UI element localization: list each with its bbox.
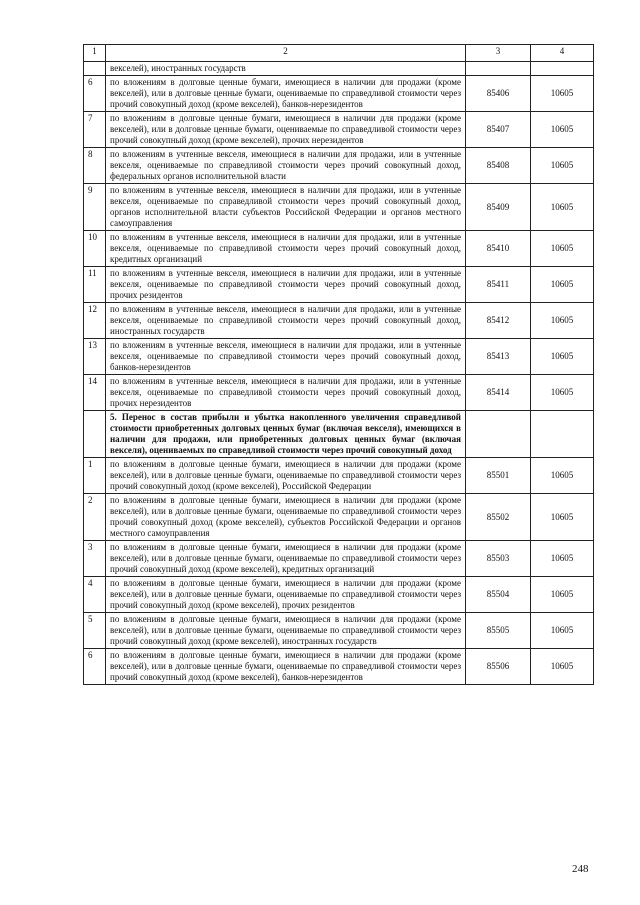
account-number-cell: 10605 — [531, 375, 594, 411]
row-number-cell — [84, 411, 106, 458]
table-row — [84, 231, 594, 267]
header-cell-2: 2 — [106, 45, 466, 62]
document-table — [83, 44, 594, 685]
row-number-cell — [84, 62, 106, 76]
symbol-code-cell: 85502 — [466, 494, 531, 541]
table-row — [84, 267, 594, 303]
table-body — [84, 62, 594, 685]
account-number-cell: 10605 — [531, 649, 594, 685]
symbol-code-cell: 85410 — [466, 231, 531, 267]
symbol-code-cell: 85406 — [466, 76, 531, 112]
table-row — [84, 458, 594, 494]
account-number-cell: 10605 — [531, 339, 594, 375]
table-row — [84, 184, 594, 231]
row-number-cell: 4 — [84, 577, 106, 613]
symbol-code-cell: 85414 — [466, 375, 531, 411]
description-cell: по вложениям в учтенные векселя, имеющиеся в наличии для продажи, или в учтенные векселя, оцениваемые по справедливой стоимости через прочий совокупный доход, кредитных организаций — [106, 231, 466, 267]
description-cell: по вложениям в долговые ценные бумаги, имеющиеся в наличии для продажи (кроме векселей), или в долговые ценные бумаги, оцениваемые по справедливой стоимости через прочий совокупный доход (кроме векселей), банков-нерезидентов — [106, 649, 466, 685]
table-row — [84, 649, 594, 685]
description-cell: по вложениям в долговые ценные бумаги, имеющиеся в наличии для продажи (кроме векселей), или в долговые ценные бумаги, оцениваемые по справедливой стоимости через прочий совокупный доход (кроме векселей), субъектов Российской Федерации и органов местного самоуправления — [106, 494, 466, 541]
description-cell: по вложениям в учтенные векселя, имеющиеся в наличии для продажи, или в учтенные векселя, оцениваемые по справедливой стоимости через прочий совокупный доход, прочих резидентов — [106, 267, 466, 303]
description-cell: по вложениям в учтенные векселя, имеющиеся в наличии для продажи, или в учтенные векселя, оцениваемые по справедливой стоимости через прочий совокупный доход, банков-нерезидентов — [106, 339, 466, 375]
row-number-cell: 1 — [84, 458, 106, 494]
description-cell: векселей), иностранных государств — [106, 62, 466, 76]
table-row — [84, 541, 594, 577]
description-cell: по вложениям в долговые ценные бумаги, имеющиеся в наличии для продажи (кроме векселей), или в долговые ценные бумаги, оцениваемые по справедливой стоимости через прочий совокупный доход (кроме векселей), иностранных государств — [106, 613, 466, 649]
symbol-code-cell: 85503 — [466, 541, 531, 577]
description-cell: по вложениям в долговые ценные бумаги, имеющиеся в наличии для продажи (кроме векселей), или в долговые ценные бумаги, оцениваемые по справедливой стоимости через прочий совокупный доход (кроме векселей), кредитных организаций — [106, 541, 466, 577]
account-number-cell — [531, 62, 594, 76]
symbol-code-cell: 85504 — [466, 577, 531, 613]
row-number-cell: 3 — [84, 541, 106, 577]
table-row — [84, 148, 594, 184]
row-number-cell: 6 — [84, 76, 106, 112]
account-number-cell: 10605 — [531, 148, 594, 184]
description-cell: по вложениям в долговые ценные бумаги, имеющиеся в наличии для продажи (кроме векселей), или в долговые ценные бумаги, оцениваемые по справедливой стоимости через прочий совокупный доход (кроме векселей), прочих резидентов — [106, 577, 466, 613]
account-number-cell: 10605 — [531, 613, 594, 649]
account-number-cell: 10605 — [531, 267, 594, 303]
row-number-cell: 5 — [84, 613, 106, 649]
table-row — [84, 577, 594, 613]
header-cell-3: 3 — [466, 45, 531, 62]
row-number-cell: 13 — [84, 339, 106, 375]
header-cell-1: 1 — [84, 45, 106, 62]
account-number-cell: 10605 — [531, 231, 594, 267]
section-heading-row — [84, 411, 594, 458]
symbol-code-cell: 85411 — [466, 267, 531, 303]
description-cell: по вложениям в долговые ценные бумаги, имеющиеся в наличии для продажи (кроме векселей), или в долговые ценные бумаги, оцениваемые по справедливой стоимости через прочий совокупный доход (кроме векселей), банков-нерезидентов — [106, 76, 466, 112]
row-number-cell: 9 — [84, 184, 106, 231]
description-cell: по вложениям в учтенные векселя, имеющиеся в наличии для продажи, или в учтенные векселя, оцениваемые по справедливой стоимости через прочий совокупный доход, иностранных государств — [106, 303, 466, 339]
symbol-code-cell: 85506 — [466, 649, 531, 685]
row-number-cell: 2 — [84, 494, 106, 541]
symbol-code-cell: 85505 — [466, 613, 531, 649]
table-row — [84, 339, 594, 375]
symbol-code-cell: 85413 — [466, 339, 531, 375]
account-number-cell: 10605 — [531, 494, 594, 541]
symbol-code-cell: 85409 — [466, 184, 531, 231]
description-cell: по вложениям в долговые ценные бумаги, имеющиеся в наличии для продажи (кроме векселей), или в долговые ценные бумаги, оцениваемые по справедливой стоимости через прочий совокупный доход (кроме векселей), Российской Федерации — [106, 458, 466, 494]
description-cell: по вложениям в долговые ценные бумаги, имеющиеся в наличии для продажи (кроме векселей), или в долговые ценные бумаги, оцениваемые по справедливой стоимости через прочий совокупный доход (кроме векселей), прочих нерезидентов — [106, 112, 466, 148]
row-number-cell: 7 — [84, 112, 106, 148]
description-cell: по вложениям в учтенные векселя, имеющиеся в наличии для продажи, или в учтенные векселя, оцениваемые по справедливой стоимости через прочий совокупный доход, федеральных органов исполнительной власти — [106, 148, 466, 184]
page-number: 248 — [572, 863, 589, 875]
header-row — [84, 45, 594, 62]
table-row — [84, 303, 594, 339]
row-number-cell: 8 — [84, 148, 106, 184]
table-row — [84, 62, 594, 76]
symbol-code-cell: 85412 — [466, 303, 531, 339]
table-row — [84, 375, 594, 411]
symbol-code-cell: 85408 — [466, 148, 531, 184]
symbol-code-cell — [466, 62, 531, 76]
description-cell: 5. Перенос в состав прибыли и убытка накопленного увеличения справедливой стоимости приобретенных долговых ценных бумаг (включая векселя), имеющихся в наличии для продажи, или приобретенных долговых ценных бумаг (включая векселя), оцениваемых по справедливой стоимости через прочий совокупный доход — [106, 411, 466, 458]
description-cell: по вложениям в учтенные векселя, имеющиеся в наличии для продажи, или в учтенные векселя, оцениваемые по справедливой стоимости через прочий совокупный доход, органов исполнительной власти субъектов Российской Федерации и органов местного самоуправления — [106, 184, 466, 231]
symbol-code-cell: 85407 — [466, 112, 531, 148]
table-row — [84, 613, 594, 649]
account-number-cell: 10605 — [531, 577, 594, 613]
row-number-cell: 11 — [84, 267, 106, 303]
account-number-cell: 10605 — [531, 458, 594, 494]
row-number-cell: 6 — [84, 649, 106, 685]
description-cell: по вложениям в учтенные векселя, имеющиеся в наличии для продажи, или в учтенные векселя, оцениваемые по справедливой стоимости через прочий совокупный доход, прочих нерезидентов — [106, 375, 466, 411]
account-number-cell: 10605 — [531, 303, 594, 339]
account-number-cell: 10605 — [531, 76, 594, 112]
account-number-cell — [531, 411, 594, 458]
row-number-cell: 12 — [84, 303, 106, 339]
table-row — [84, 76, 594, 112]
row-number-cell: 14 — [84, 375, 106, 411]
row-number-cell: 10 — [84, 231, 106, 267]
symbol-code-cell: 85501 — [466, 458, 531, 494]
account-number-cell: 10605 — [531, 184, 594, 231]
account-number-cell: 10605 — [531, 541, 594, 577]
table-row — [84, 112, 594, 148]
table-row — [84, 494, 594, 541]
header-cell-4: 4 — [531, 45, 594, 62]
symbol-code-cell — [466, 411, 531, 458]
account-number-cell: 10605 — [531, 112, 594, 148]
